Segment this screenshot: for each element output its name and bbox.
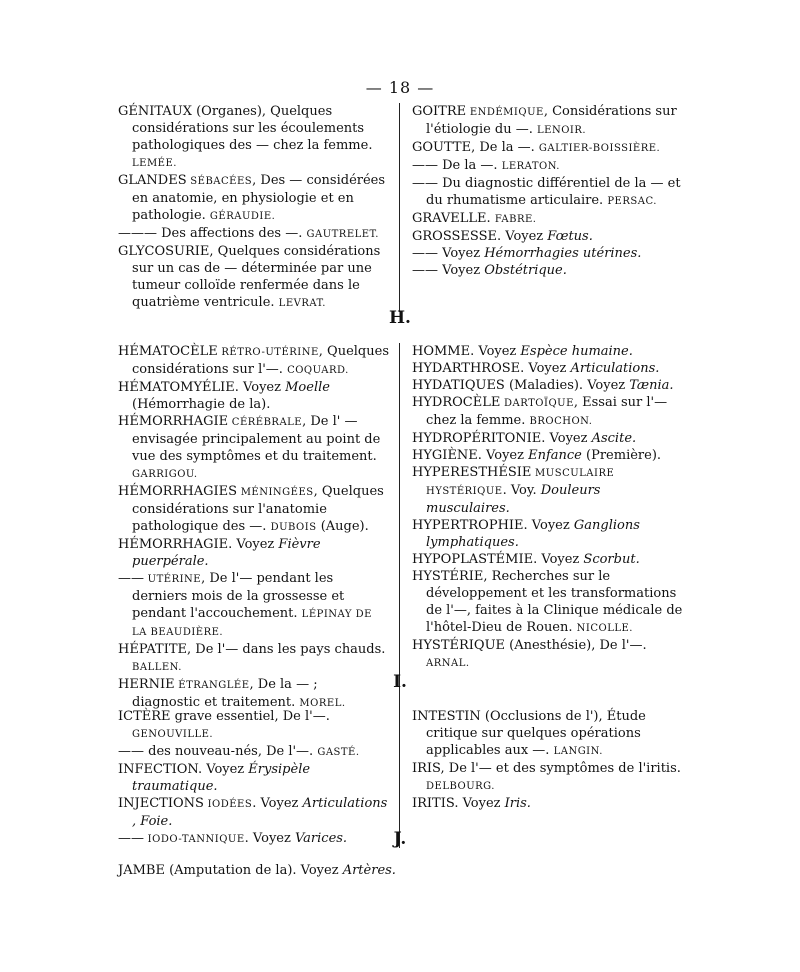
- entry-reference: Espèce humaine.: [520, 344, 633, 359]
- entry-headword: HYSTÉRIQUE: [412, 638, 506, 653]
- index-entry: [412, 245, 683, 262]
- entry-text: .: [486, 211, 495, 226]
- entry-text: Du diagnostic différentiel de la — et du rhumatisme articulaire.: [426, 176, 681, 208]
- entry-text: des nouveau-nés, De l'—.: [144, 744, 318, 759]
- entry-text: , Quelques considérations sur l'—.: [132, 344, 389, 377]
- entry-text: . Voyez: [470, 344, 521, 359]
- page-number: — 18 —: [365, 78, 435, 97]
- entry-headword: ——: [118, 571, 144, 586]
- index-entry: [118, 343, 389, 379]
- entry-author: GÉRAUDIE.: [209, 211, 276, 222]
- entry-headword: HERNIE: [118, 677, 175, 692]
- entry-text: (Maladies). Voyez: [504, 378, 630, 393]
- entry-reference: Fièvre puerpérale.: [132, 537, 321, 569]
- entry-headword: GRAVELLE: [412, 211, 487, 226]
- entry-headword: IRIS: [412, 761, 441, 776]
- index-entry: [412, 157, 683, 175]
- entry-text: , Quelques considérations sur un cas de — déterminée par une tumeur colloïde renfermée dans le quatrième ventricule.: [132, 244, 381, 310]
- entry-headword: INJECTIONS: [118, 796, 204, 811]
- column-right: [399, 343, 683, 712]
- entry-reference: Artères.: [342, 863, 396, 878]
- index-entry: [118, 570, 389, 641]
- entry-text: . Voyez: [541, 431, 592, 446]
- entry-author: BALLEN.: [132, 662, 182, 673]
- entry-author: GENOUVILLE.: [132, 729, 214, 740]
- entry-headword: IRITIS: [412, 796, 455, 811]
- entry-text: (Amputation de la). Voyez: [164, 863, 343, 878]
- entry-headword: HÉMORRHAGIE: [118, 537, 229, 552]
- index-entry: [118, 761, 389, 795]
- index-entry: [118, 743, 389, 761]
- entry-headword: INFECTION: [118, 762, 198, 777]
- index-entry: [118, 413, 389, 483]
- column-full: [118, 862, 683, 879]
- entry-reference: Hémorrhagies utérines.: [484, 246, 642, 261]
- entry-text: . Voyez: [228, 537, 279, 552]
- entry-reference: Varices.: [294, 831, 348, 846]
- entry-headword: HYDARTHROSE: [412, 361, 521, 376]
- entry-qualifier: SÉBACÉES: [186, 176, 253, 187]
- entry-text: , De la —.: [471, 140, 539, 155]
- section-i: [118, 708, 683, 848]
- index-entry: [118, 379, 389, 413]
- entry-reference: Érysipèle traumatique.: [132, 762, 311, 794]
- entry-author: LEMÉE.: [132, 158, 177, 169]
- entry-text: (Anesthésie), De l'—.: [505, 638, 647, 653]
- index-entry: [118, 483, 389, 536]
- entry-qualifier: RÉTRO-UTÉRINE: [217, 347, 319, 358]
- entry-author: DUBOIS: [270, 522, 317, 533]
- entry-text: . Voyez: [477, 448, 529, 463]
- entry-author: GARRIGOU.: [132, 469, 198, 480]
- entry-reference: Obstétrique.: [484, 263, 567, 278]
- entry-qualifier: MÉNINGÉES: [237, 487, 314, 498]
- entry-headword: GOUTTE: [412, 140, 472, 155]
- entry-headword: ICTÈRE: [118, 709, 171, 724]
- column-left: [118, 343, 399, 712]
- entry-headword: HYDATIQUES: [412, 378, 505, 393]
- entry-headword: HÉMATOCÈLE: [118, 344, 218, 359]
- entry-text: . Voyez: [197, 762, 249, 777]
- entry-text: (Organes), Quelques considérations sur les écoulements pathologiques des — chez la femme.: [132, 104, 373, 153]
- entry-text: (Occlusions de l'), Étude critique sur quelques opérations applicables aux —.: [426, 709, 646, 758]
- entry-text: , Considérations sur l'étiologie du —.: [426, 104, 677, 137]
- entry-headword: HÉMORRHAGIE: [118, 414, 229, 429]
- entry-headword: HYPERTROPHIE: [412, 518, 524, 533]
- entry-text: , Des — considérées en anatomie, en physiologie et en pathologie.: [132, 173, 386, 223]
- entry-text: , Essai sur l'— chez la femme.: [426, 395, 668, 428]
- index-entry: [412, 377, 683, 394]
- index-entry: [118, 103, 389, 172]
- entry-text: . Voy.: [502, 483, 541, 498]
- entry-text: , Recherches sur le développement et les transformations de l'—, faites à la Clinique médicale de l'hôtel-Dieu de Rouen.: [426, 569, 683, 635]
- entry-tail: (Auge).: [316, 519, 369, 534]
- index-entry: [412, 517, 683, 551]
- entry-text: , Quelques considérations sur l'anatomie pathologique des —.: [132, 484, 384, 534]
- index-entry: [118, 641, 389, 676]
- index-entry: [412, 103, 683, 139]
- entry-text: De la —.: [438, 158, 502, 173]
- entry-author: NICOLLE.: [576, 623, 633, 634]
- column-right: [399, 708, 683, 848]
- entry-author: LEVRAT.: [278, 298, 326, 309]
- index-entry: [118, 708, 389, 743]
- entry-author: LENOIR.: [537, 125, 587, 136]
- index-entry: [412, 360, 683, 377]
- index-entry: [118, 172, 389, 225]
- entry-text: , De l'— et des symptômes de l'iritis.: [440, 761, 681, 776]
- index-entry: [118, 795, 389, 830]
- entry-text: . Voyez: [520, 361, 571, 376]
- entry-qualifier: CÉRÉBRALE: [228, 417, 303, 428]
- index-entry: [412, 175, 683, 210]
- entry-qualifier: ENDÉMIQUE: [466, 107, 544, 118]
- entry-headword: HYGIÈNE: [412, 448, 478, 463]
- index-entry: [412, 447, 683, 464]
- entry-author: MOREL.: [299, 698, 346, 709]
- column-left: [118, 708, 399, 848]
- entry-headword: GLANDES: [118, 173, 187, 188]
- letter-heading-i: I.: [393, 672, 407, 692]
- entry-reference: Enfance: [528, 448, 582, 463]
- entry-text: Voyez: [438, 263, 485, 278]
- entry-tail: (Hémorrhagie de la).: [132, 397, 271, 412]
- entry-reference: Ganglions lymphatiques.: [426, 518, 640, 550]
- entry-author: LANGIN.: [553, 746, 603, 757]
- index-entry: [412, 430, 683, 447]
- index-entry: [412, 139, 683, 157]
- entry-qualifier: UTÉRINE: [144, 574, 202, 585]
- entry-reference: Scorbut.: [583, 552, 640, 567]
- index-entry: [412, 228, 683, 245]
- entry-text: . Voyez: [496, 229, 548, 244]
- entry-text: . Voyez: [533, 552, 584, 567]
- index-entry: [412, 795, 683, 812]
- entry-author: ARNAL.: [426, 658, 470, 669]
- entry-reference: Fœtus.: [547, 229, 593, 244]
- entry-headword: GÉNITAUX: [118, 104, 192, 119]
- entry-text: , De l'— dans les pays chauds.: [187, 642, 386, 657]
- index-entry: [412, 464, 683, 517]
- entry-reference: Iris.: [504, 796, 531, 811]
- entry-headword: HYPERESTHÉSIE: [412, 465, 532, 480]
- entry-text: Voyez: [438, 246, 485, 261]
- entry-author: LÉPINAY DE LA BEAUDIÈRE.: [132, 609, 372, 638]
- index-entry: [412, 708, 683, 760]
- section-j: [118, 862, 683, 879]
- entry-headword: HÉPATITE: [118, 642, 188, 657]
- entry-qualifier: IODÉES: [203, 799, 253, 810]
- entry-author: PERSAC.: [607, 196, 657, 207]
- index-entry: [118, 225, 389, 243]
- entry-author: FABRE.: [494, 214, 537, 225]
- entry-qualifier: MUSCULAIRE HYSTÉRIQUE: [426, 468, 615, 497]
- letter-heading-j: J.: [393, 829, 407, 849]
- entry-text: , De l' — envisagée principalement au point de vue des symptômes et du traitement.: [132, 414, 381, 464]
- entry-author: DELBOURG.: [426, 781, 495, 792]
- entry-headword: GOITRE: [412, 104, 467, 119]
- section-g: [118, 103, 683, 312]
- entry-author: GASTÉ.: [317, 747, 360, 758]
- entry-reference: Moelle: [285, 380, 330, 395]
- entry-headword: HOMME: [412, 344, 471, 359]
- entry-text: Des affections des —.: [157, 226, 307, 241]
- entry-headword: HÉMORRHAGIES: [118, 484, 238, 499]
- index-entry: [412, 760, 683, 795]
- index-entry: [412, 551, 683, 568]
- entry-headword: GROSSESSE: [412, 229, 497, 244]
- index-entry: [412, 637, 683, 672]
- entry-qualifier: ÉTRANGLÉE: [174, 680, 250, 691]
- entry-qualifier: IODO-TANNIQUE: [144, 834, 245, 845]
- index-entry: [412, 343, 683, 360]
- entry-reference: Ascite.: [591, 431, 637, 446]
- entry-headword: HYDROPÉRITONIE: [412, 431, 542, 446]
- entry-headword: JAMBE: [118, 863, 165, 878]
- entry-headword: HYPOPLASTÉMIE: [412, 552, 534, 567]
- entry-tail: (Première).: [581, 448, 662, 463]
- entry-headword: ——: [412, 158, 438, 173]
- entry-headword: GLYCOSURIE: [118, 244, 210, 259]
- entry-reference: Tænia.: [629, 378, 674, 393]
- entry-headword: ——: [118, 831, 144, 846]
- entry-headword: ——: [118, 744, 144, 759]
- entry-text: grave essentiel, De l'—.: [170, 709, 330, 724]
- index-entry: [412, 210, 683, 228]
- column-right: [399, 103, 683, 312]
- entry-text: . Voyez: [454, 796, 505, 811]
- entry-reference: Articulations.: [570, 361, 660, 376]
- entry-author: GAUTRELET.: [306, 229, 379, 240]
- section-h: [118, 343, 683, 712]
- entry-text: , De l'— pendant les derniers mois de la grossesse et pendant l'accouchement.: [132, 571, 345, 621]
- entry-text: . Voyez: [244, 831, 295, 846]
- letter-heading-h: H.: [389, 308, 411, 328]
- entry-author: GALTIER-BOISSIÈRE.: [538, 143, 661, 154]
- entry-headword: ——: [412, 176, 438, 191]
- index-entry: [412, 394, 683, 430]
- entry-headword: HYDROCÈLE: [412, 395, 501, 410]
- entry-reference: Douleurs musculaires.: [426, 483, 601, 516]
- column-left: [118, 103, 399, 312]
- index-entry: [118, 536, 389, 570]
- entry-headword: INTESTIN: [412, 709, 481, 724]
- index-entry: [412, 568, 683, 637]
- entry-headword: HYSTÉRIE: [412, 569, 484, 584]
- entry-headword: ——: [412, 263, 438, 278]
- entry-text: . Voyez: [523, 518, 574, 533]
- entry-author: COQUARD.: [287, 365, 349, 376]
- entry-text: , De la — ; diagnostic et traitement.: [132, 677, 318, 710]
- entry-reference: Articulations , Foie.: [132, 796, 388, 829]
- index-entry: [118, 862, 683, 879]
- entry-author: LERATON.: [501, 161, 560, 172]
- entry-headword: HÉMATOMYÉLIE: [118, 380, 235, 395]
- index-entry: [412, 262, 683, 279]
- entry-text: . Voyez: [234, 380, 286, 395]
- entry-headword: ——: [412, 246, 438, 261]
- entry-headword: ———: [118, 226, 157, 241]
- entry-text: . Voyez: [252, 796, 303, 811]
- entry-qualifier: DARTOÏQUE: [500, 398, 574, 409]
- entry-author: BROCHON.: [529, 416, 593, 427]
- index-entry: [118, 243, 389, 312]
